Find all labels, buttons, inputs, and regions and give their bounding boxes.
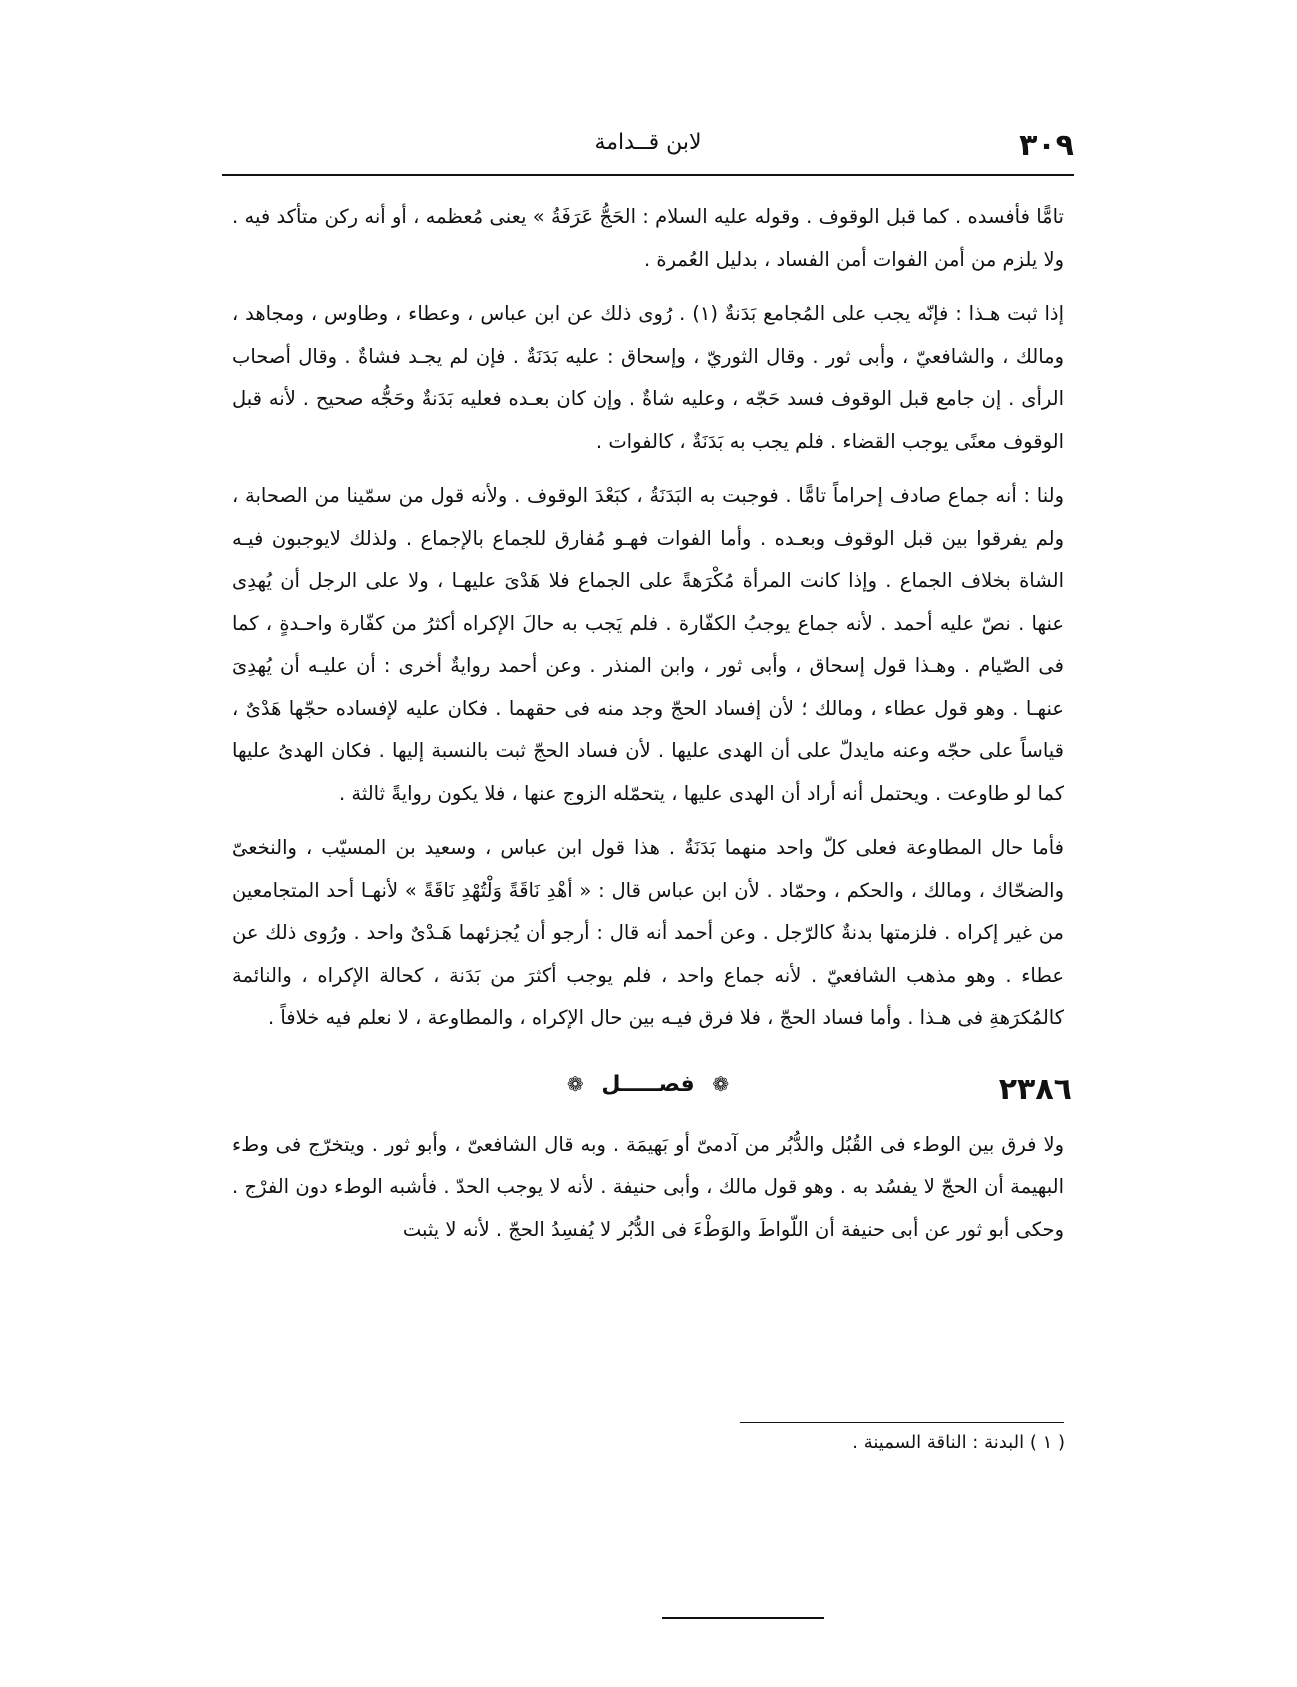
section-paragraph: ولا فرق بين الوطء فى القُبُل والدُّبُر من آدمىّ أو بَهيمَة . وبه قال الشافعىّ ، وأبو ثور . ويتخرّج فى وطء البهيمة أن الحجّ لا يفسُد به . وهو قول مالك ، وأبى حنيفة . لأنه لا يوجب الحدّ . فأشبه الوطء دون الفرْج . وحكى أبو ثور عن أبى حنيفة أن اللّواطَ والوَطْءَ فى الدُّبُر لا يُفسِدُ الحجّ . لأنه لا يثبت [232,1132,1064,1241]
section-title-row [232,1072,1064,1097]
footnote: ( ١ ) البدنة : الناقة السمينة . [852,1432,1065,1453]
paragraph-1: تامًّا فأفسده . كما قبل الوقوف . وقوله عليه السلام : الحَجُّ عَرَفَةُ » يعنى مُعظمه ، أو أنه ركن متأكد فيه . ولا يلزم من أمن الفوات أمن الفساد ، بدليل العُمرة . [232,205,1064,271]
section-heading [232,1062,1072,1124]
footnote-divider [740,1422,1064,1423]
ornament-icon: ❁ [712,1071,730,1096]
bottom-divider [662,1617,824,1619]
section-number: ٢٣٨٦ [998,1071,1072,1107]
paragraph-3: ولنا : أنه جماع صادف إحراماً تامًّا . فوجبت به البَدَنَةُ ، كبَعْدَ الوقوف . ولأنه قول من سمّينا من الصحابة ، ولم يفرقوا بين قبل الوقوف وبعـده . وأما الفوات فهـو مُفارق للجماع بالإجماع . ولذلك لايوجبون فيـه الشاة بخلاف الجماع . وإذا كانت المرأة مُكْرَهةً على الجماع فلا هَدْىَ عليهـا ، ولا على الرجل أن يُهدِى عنها . نصّ عليه أحمد . لأنه جماع يوجبُ الكفّارة . فلم يَجب به حالَ الإكراه أكثرُ من كفّارة واحـدةٍ ، كما فى الصّيام . وهـذا قول إسحاق ، وأبى ثور ، وابن المنذر . وعن أحمد روايةٌ أخرى : أن عليـه أن يُهدِىَ عنهـا . وهو قول عطاء ، ومالك ؛ لأن إفساد الحجّ وجد منه فى حقهما . فكان عليه لإفساده حجّها هَدْىٌ ، قياساً على حجّه وعنه مايدلّ على أن الهدى عليها . لأن فساد الحجّ ثبت بالنسبة إليها . فكان الهدىُ عليها كما لو طاوعت . ويحتمل أنه أراد أن الهدى عليها ، يتحمّله الزوج عنها ، فلا يكون روايةً ثالثة . [232,484,1064,805]
header-divider [222,174,1074,176]
ornament-icon: ❁ [566,1071,584,1096]
page-number: ٣٠٩ [1019,128,1074,163]
paragraph-4: فأما حال المطاوعة فعلى كلّ واحد منهما بَدَنَةٌ . هذا قول ابن عباس ، وسعيد بن المسيّب ، والنخعىّ والضحّاك ، ومالك ، والحكم ، وحمّاد . لأن ابن عباس قال : « أهْدِ نَاقَةً وَلْتُهْدِ نَاقَةً » لأنهـا أحد المتجامعين من غير إكراه . فلزمتها بدنةٌ كالرّجل . وعن أحمد أنه قال : أرجو أن يُجزئهما هَـدْىٌ واحد . ورُوى ذلك عن عطاء . وهو مذهب الشافعيّ . لأنه جماع واحد ، فلم يوجب أكثرَ من بَدَنة ، كحالة الإكراه ، والنائمة كالمُكرَهةِ فى هـذا . وأما فساد الحجّ ، فلا فرق فيـه بين حال الإكراه ، والمطاوعة ، لا نعلم فيه خلافاً . [232,836,1064,1029]
paragraph-2: إذا ثبت هـذا : فإنّه يجب على المُجامع بَدَنةٌ (١) . رُوى ذلك عن ابن عباس ، وعطاء ، وطاوس ، ومجاهد ، ومالك ، والشافعيّ ، وأبى ثور . وقال الثوريّ ، وإسحاق : عليه بَدَنَةٌ . فإن لم يجـد فشاةٌ . وقال أصحاب الرأى . إن جامع قبل الوقوف فسد حَجّه ، وعليه شاةٌ . وإن كان بعـده فعليه بَدَنةٌ وحَجُّه صحيح . لأنه قبل الوقوف معنًى يوجب القضاء . فلم يجب به بَدَنَةٌ ، كالفوات . [232,302,1064,453]
section-title: فصـــــل [601,1071,695,1097]
page-header [222,128,1074,172]
running-title: لابن قــدامة [594,130,702,155]
page-body [232,196,1072,1251]
